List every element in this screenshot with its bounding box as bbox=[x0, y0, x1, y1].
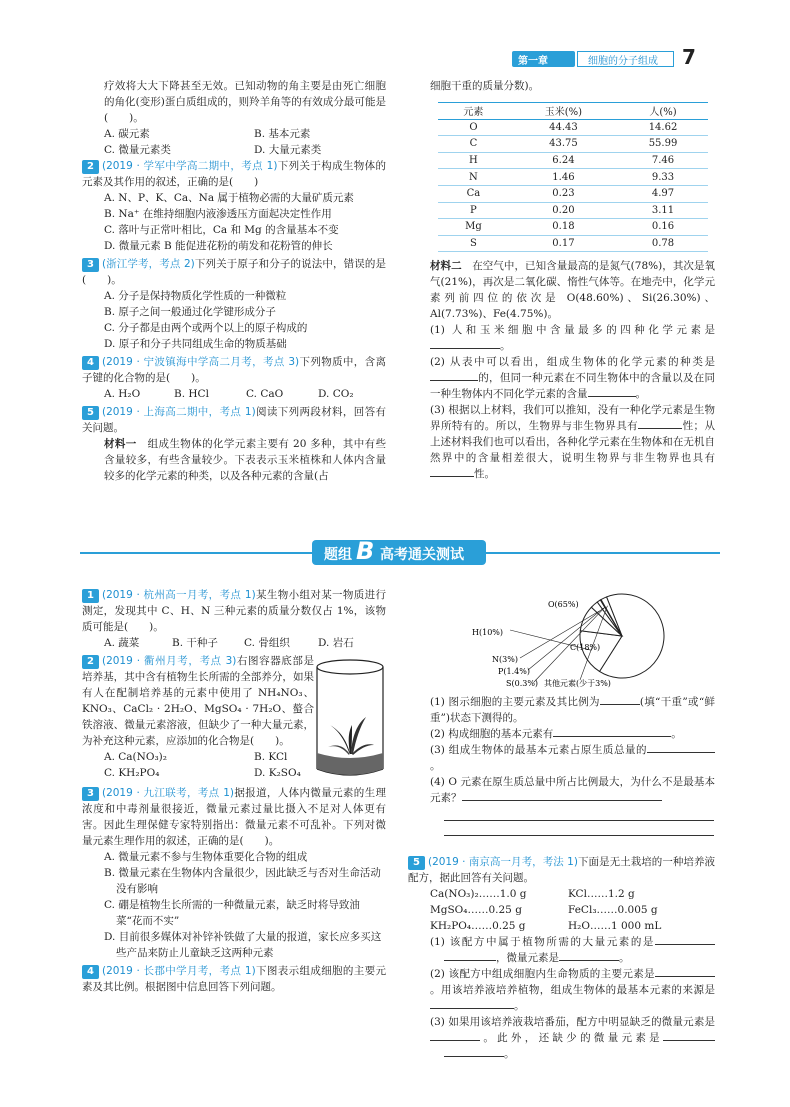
banner-letter: B bbox=[356, 537, 375, 565]
pie-slices bbox=[580, 594, 664, 678]
table-cell: 44.43 bbox=[509, 119, 618, 136]
material-text: 组成生物体的化学元素主要有 20 多种，其中有些含量较多，有些含量较少。下表表示玉米植株和人体内含量较多的化学元素的种类，以及各种元素的含量(占 bbox=[104, 438, 387, 482]
page-number: 7 bbox=[682, 45, 696, 69]
recipe-item: MgSO₄……0.25 g bbox=[430, 904, 522, 916]
sub-question-text: 。用该培养液培养植物，组成生物体的最基本元素的来源是 bbox=[430, 984, 715, 996]
table-cell: 0.23 bbox=[509, 185, 618, 202]
table-cell: 6.24 bbox=[509, 152, 618, 169]
table-row bbox=[438, 119, 708, 136]
q1-options bbox=[104, 635, 386, 651]
option[interactable]: A. Ca(NO₃)₂ bbox=[104, 751, 167, 763]
element-table bbox=[438, 102, 708, 252]
question-number: 5 bbox=[408, 856, 425, 870]
sub-question-text: (3) 根据以上材料，我们可以推知，没有一种化学元素是生物界所特有的。所以，生物界与非生物界具有 bbox=[430, 404, 715, 433]
option[interactable]: A. 微量元素不参与生物体重要化合物的组成 bbox=[104, 851, 308, 863]
answer-blank[interactable] bbox=[655, 944, 715, 945]
question-source: (2019 · 长郡中学月考，考点 1) bbox=[101, 965, 256, 977]
page-header bbox=[450, 45, 710, 71]
option[interactable]: B. 微量元素在生物体内含量很少，因此缺乏与否对生命活动没有影响 bbox=[104, 867, 381, 895]
answer-blank[interactable] bbox=[430, 1040, 480, 1041]
question-5 bbox=[408, 854, 715, 886]
right-bottom-column bbox=[408, 694, 715, 1062]
recipe-list bbox=[430, 886, 715, 934]
option[interactable]: B. Na⁺ 在维持细胞内液渗透压方面起决定性作用 bbox=[104, 208, 332, 220]
table-row bbox=[438, 152, 708, 169]
question-stem: 下列物质中，含离子键的化合物的是( )。 bbox=[82, 356, 386, 384]
option[interactable]: A. 蔬菜 bbox=[104, 637, 140, 649]
answer-blank[interactable] bbox=[430, 1008, 514, 1009]
table-row bbox=[438, 169, 708, 186]
table-row bbox=[438, 219, 708, 236]
question-source: (2019 · 上海高二期中，考点 1) bbox=[101, 406, 256, 418]
question-source: (2019 · 宁波镇海中学高二月考，考点 3) bbox=[101, 356, 300, 368]
table-cell: Ca bbox=[438, 185, 509, 202]
option[interactable]: B. 基本元素 bbox=[254, 128, 311, 140]
table-cell: O bbox=[438, 119, 509, 136]
answer-blank[interactable] bbox=[638, 428, 682, 429]
left-bottom-column bbox=[82, 587, 387, 995]
answer-blank[interactable] bbox=[430, 348, 500, 349]
sub-question-text: (3) 组成生物体的最基本元素占原生质总量的 bbox=[430, 744, 647, 756]
table-cell: 1.46 bbox=[509, 169, 618, 186]
q4-sub-1 bbox=[430, 694, 715, 726]
table-header: 元素 bbox=[438, 103, 509, 120]
question-1 bbox=[82, 587, 386, 635]
punctuation: 。 bbox=[504, 1048, 515, 1060]
section-label: 细胞的分子组成 bbox=[588, 56, 658, 67]
pie-label-o: O(65%) bbox=[548, 600, 579, 609]
option[interactable]: D. 大量元素类 bbox=[254, 144, 322, 156]
q4-options bbox=[104, 386, 386, 402]
punctuation: 。 bbox=[500, 340, 511, 353]
sub-question-text: (1) 图示细胞的主要元素及其比例为 bbox=[430, 696, 600, 708]
pie-label-p: P(1.4%) bbox=[498, 667, 530, 676]
option[interactable]: A. N、P、K、Ca、Na 属于植物必需的大量矿质元素 bbox=[104, 192, 354, 204]
table-row bbox=[438, 185, 708, 202]
table-cell: C bbox=[438, 136, 509, 153]
option[interactable]: C. 骨组织 bbox=[244, 637, 290, 649]
question-stem: 某生物小组对某一物质进行测定，发现其中 C、H、N 三种元素的质量分数仅占 1%，该物质可能是( )。 bbox=[82, 589, 386, 633]
sub-question-text: (1) 人和玉米细胞中含量最多的四种化学元素是 bbox=[430, 324, 715, 337]
table-row bbox=[438, 202, 708, 219]
recipe-item: FeCl₃……0.005 g bbox=[568, 904, 658, 916]
answer-line[interactable] bbox=[444, 821, 714, 836]
question-stem: 阅读下列两段材料，回答有关问题。 bbox=[82, 406, 386, 434]
sub-question-1 bbox=[430, 322, 715, 354]
continued-text: 细胞干重的质量分数)。 bbox=[430, 80, 540, 92]
q5-sub-1 bbox=[430, 934, 715, 966]
q4-sub-2 bbox=[430, 726, 715, 742]
question-source: (2019 · 南京高一月考，考法 1) bbox=[427, 856, 578, 868]
option[interactable]: C. 硼是植物生长所需的一种微量元素，缺乏时将导致油菜“花而不实” bbox=[104, 899, 360, 927]
option[interactable]: B. 原子之间一般通过化学键形成分子 bbox=[104, 306, 276, 318]
question-source: (浙江学考，考点 2) bbox=[101, 258, 195, 270]
table-cell: 3.11 bbox=[618, 202, 708, 219]
table-cell: 0.16 bbox=[618, 219, 708, 236]
question-number: 4 bbox=[82, 356, 99, 370]
question-number: 4 bbox=[82, 965, 99, 979]
answer-blank[interactable] bbox=[444, 960, 496, 961]
punctuation: 。 bbox=[514, 1000, 525, 1012]
answer-blank[interactable] bbox=[600, 704, 640, 705]
question-stem: 下列关于原子和分子的说法中，错误的是( )。 bbox=[82, 258, 387, 286]
sub-question-text: 性；从上述材料我们也可以看出，各种化学元素在生物体和在无机自然界中的含量相差很大，说明生物界与非生物界也具有 bbox=[430, 420, 716, 465]
table-header-row bbox=[438, 103, 708, 120]
option[interactable]: A. 分子是保持物质化学性质的一种微粒 bbox=[104, 290, 287, 302]
option[interactable]: A. H₂O bbox=[104, 388, 141, 400]
table-cell: 43.75 bbox=[509, 136, 618, 153]
option[interactable]: C. KH₂PO₄ bbox=[104, 767, 160, 779]
sub-question-text: (3) 如果用该培养液栽培番茄，配方中明显缺乏的微量元素是 bbox=[430, 1016, 715, 1028]
answer-blank[interactable] bbox=[588, 396, 636, 397]
question-source: (2019 · 九江联考，考点 1) bbox=[101, 787, 234, 799]
table-cell: 4.97 bbox=[618, 185, 708, 202]
pie-label-h: H(10%) bbox=[472, 628, 503, 637]
table-row bbox=[438, 136, 708, 153]
material-label: 材料一 bbox=[104, 438, 137, 450]
question-stem: 下面是无土栽培的一种培养液配方，据此回答有关问题。 bbox=[408, 856, 715, 884]
recipe-item: Ca(NO₃)₂……1.0 g bbox=[430, 888, 527, 900]
table-row bbox=[438, 235, 708, 252]
punctuation: 。 bbox=[430, 760, 441, 772]
table-cell: N bbox=[438, 169, 509, 186]
chapter-label: 第一章 bbox=[518, 56, 548, 67]
question-4 bbox=[82, 963, 386, 995]
question-stem: 下图表示组成细胞的主要元素及其比例。根据图中信息回答下列问题。 bbox=[82, 965, 386, 993]
option[interactable]: A. 碳元素 bbox=[104, 128, 150, 140]
pie-label-n: N(3%) bbox=[492, 655, 518, 664]
option[interactable]: D. 原子和分子共同组成生命的物质基础 bbox=[104, 338, 287, 350]
question-number: 1 bbox=[82, 589, 99, 603]
question-2 bbox=[82, 653, 386, 749]
question-3 bbox=[82, 785, 386, 849]
left-top-column bbox=[82, 78, 387, 484]
question-2-text bbox=[82, 653, 314, 749]
table-cell: P bbox=[438, 202, 509, 219]
punctuation: 。 bbox=[671, 728, 682, 740]
material-2 bbox=[430, 258, 715, 322]
question-4 bbox=[82, 354, 386, 386]
option[interactable]: C. 落叶与正常叶相比，Ca 和 Mg 的含量基本不变 bbox=[104, 224, 339, 236]
punctuation: 。 bbox=[619, 952, 630, 964]
sub-question-3 bbox=[430, 402, 715, 482]
question-number: 2 bbox=[82, 655, 99, 669]
question-number: 3 bbox=[82, 258, 99, 272]
option[interactable]: B. 干种子 bbox=[172, 637, 218, 649]
pie-label-s: S(0.3%) bbox=[506, 679, 539, 688]
question-number: 2 bbox=[82, 160, 99, 174]
recipe-item: KH₂PO₄……0.25 g bbox=[430, 920, 526, 932]
punctuation: 性。 bbox=[474, 468, 495, 481]
option[interactable]: C. CaO bbox=[246, 388, 284, 400]
right-top-column bbox=[430, 78, 715, 482]
answer-blank[interactable] bbox=[430, 476, 474, 477]
table-header: 玉米(%) bbox=[509, 103, 618, 120]
section-banner bbox=[80, 537, 720, 566]
question-stem: 据报道，人体内微量元素的生理浓度和中毒剂量很接近，微量元素过量比摄入不足对人体更有害。因此生理保健专家特别指出：微量元素不可乱补。下列对微量元素生理作用的叙述，正确的是( )。 bbox=[82, 787, 387, 847]
answer-blank[interactable] bbox=[462, 800, 662, 801]
table-cell: H bbox=[438, 152, 509, 169]
option[interactable]: D. 岩石 bbox=[318, 637, 354, 649]
continued-text: 疗效将大大下降甚至无效。已知动物的角主要是由死亡细胞的角化(变形)蛋白质组成的，则羚羊角等的有效成分最可能是( )。 bbox=[104, 80, 386, 124]
banner-title: 高考通关测试 bbox=[380, 547, 464, 563]
option[interactable]: D. K₂SO₄ bbox=[254, 767, 301, 779]
sub-question-text: ，微量元素是 bbox=[496, 952, 559, 964]
sub-question-text: (2) 从表中可以看出，组成生物体的化学元素的种类是 bbox=[430, 356, 715, 369]
question-source: (2019 · 杭州高一月考，考点 1) bbox=[101, 589, 256, 601]
question-2 bbox=[82, 158, 386, 190]
table-cell: Mg bbox=[438, 219, 509, 236]
option[interactable]: B. KCl bbox=[254, 751, 288, 763]
table-cell: 55.99 bbox=[618, 136, 708, 153]
material-text: 在空气中，已知含量最高的是氮气(78%)，其次是氧气(21%)，再次是二氧化碳、惰性气体等。在地壳中，化学元素列前四位的依次是 O(48.60%)、Si(26.30%)、Al(7.73%)、Fe(4.75%)。 bbox=[430, 260, 716, 321]
table-cell: 0.78 bbox=[618, 235, 708, 252]
answer-blank[interactable] bbox=[647, 752, 715, 753]
pie-label-c: C(18%) bbox=[570, 643, 601, 652]
question-3 bbox=[82, 256, 386, 288]
q2-options bbox=[104, 190, 386, 254]
option[interactable]: D. CO₂ bbox=[318, 388, 354, 400]
recipe-item: H₂O……1 000 mL bbox=[568, 920, 662, 932]
table-cell: 7.46 bbox=[618, 152, 708, 169]
table-cell: S bbox=[438, 235, 509, 252]
answer-blank[interactable] bbox=[559, 960, 619, 961]
option[interactable]: C. 分子都是由两个或两个以上的原子构成的 bbox=[104, 322, 308, 334]
sub-question-2 bbox=[430, 354, 715, 402]
option[interactable]: B. HCl bbox=[174, 388, 209, 400]
option[interactable]: D. 微量元素 B 能促进花粉的萌发和花粉管的伸长 bbox=[104, 240, 333, 252]
question-stem: 右图容器底部是培养基，其中含有植物生长所需的全部养分，如果有人在配制培养基的元素中使用了 NH₄NO₃、KNO₃、CaCl₂ · 2H₂O、MgSO₄ · 7H₂O、螯合铁溶液、微量元素溶液，但缺少了一种大量元素，为补充这种元素，应添加的化合物是( )。 bbox=[82, 655, 314, 747]
table-cell: 0.20 bbox=[509, 202, 618, 219]
answer-line[interactable] bbox=[444, 806, 714, 821]
q3-options bbox=[104, 288, 386, 352]
answer-blank[interactable] bbox=[663, 1040, 715, 1041]
recipe-item: KCl……1.2 g bbox=[568, 888, 635, 900]
answer-blank[interactable] bbox=[430, 380, 478, 381]
answer-blank[interactable] bbox=[444, 1056, 504, 1057]
q5-sub-3 bbox=[430, 1014, 715, 1062]
table-cell: 0.17 bbox=[509, 235, 618, 252]
table-cell: 9.33 bbox=[618, 169, 708, 186]
question-source: (2019 · 衢州月考，考点 3) bbox=[101, 655, 237, 667]
option[interactable]: D. 目前很多媒体对补锌补铁做了大量的报道，家长应多买这些产品来防止儿童缺乏这两种元素 bbox=[104, 931, 382, 959]
question-5 bbox=[82, 404, 386, 436]
answer-blank[interactable] bbox=[655, 976, 715, 977]
material-1 bbox=[104, 436, 386, 484]
option[interactable]: C. 微量元素类 bbox=[104, 144, 171, 156]
sub-question-text: (2) 该配方中组成细胞内生命物质的主要元素是 bbox=[430, 968, 655, 980]
sub-question-text: (2) 构成细胞的基本元素有 bbox=[430, 728, 554, 740]
q5-sub-2 bbox=[430, 966, 715, 1014]
question-number: 5 bbox=[82, 406, 99, 420]
question-number: 3 bbox=[82, 787, 99, 801]
banner-pre: 题组 bbox=[324, 547, 352, 563]
sub-question-text: (填“干重”或“鲜重”)状态下测得的。 bbox=[430, 696, 715, 724]
q4-sub-3 bbox=[430, 742, 715, 774]
table-cell: 14.62 bbox=[618, 119, 708, 136]
sub-question-text: (1) 该配方中属于植物所需的大量元素的是 bbox=[430, 936, 655, 948]
element-pie-chart bbox=[470, 588, 700, 698]
table-header: 人(%) bbox=[618, 103, 708, 120]
q4-sub-4 bbox=[430, 774, 715, 806]
question-stem: 下列关于构成生物体的元素及其作用的叙述，正确的是( ) bbox=[82, 160, 386, 188]
q3-options bbox=[104, 849, 386, 961]
table-cell: 0.18 bbox=[509, 219, 618, 236]
culture-container-figure bbox=[314, 657, 386, 783]
pie-label-other: 其他元素(少于3%) bbox=[544, 679, 611, 688]
sub-question-text: 。此外，还缺少的微量元素是 bbox=[480, 1032, 663, 1044]
punctuation: 。 bbox=[635, 388, 646, 401]
q1-options bbox=[104, 126, 386, 158]
sub-question-text: (4) O 元素在原生质总量中所占比例最大，为什么不是最基本元素？ bbox=[430, 776, 715, 804]
answer-blank[interactable] bbox=[553, 736, 671, 737]
material-label: 材料二 bbox=[430, 260, 462, 273]
question-source: (2019 · 学军中学高二期中，考点 1) bbox=[101, 160, 278, 172]
sub-question-text: 的，但同一种元素在不同生物体中的含量以及在同一种生物体内不同化学元素的含量 bbox=[430, 372, 715, 401]
